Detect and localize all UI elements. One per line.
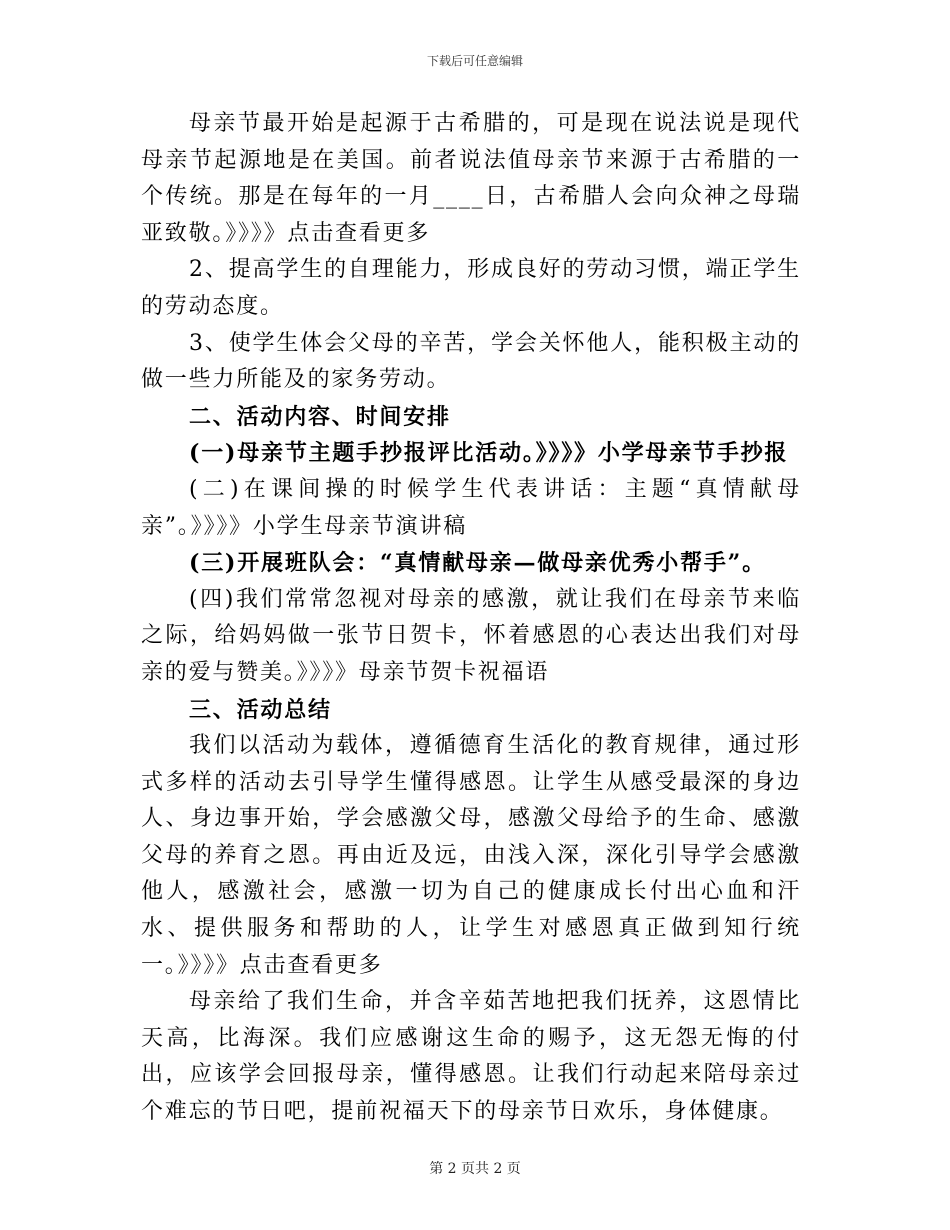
- paragraph-summary: 我们以活动为载体，遵循德育生活化的教育规律，通过形式多样的活动去引导学生懂得感恩。让学生从感受最深的身边人、身边事开始，学会感激父母，感激父母给予的生命、感激父母的养育之恩。再由近及远，由浅入深，深化引导学会感激他人，感激社会，感激一切为自己的健康成长付出心血和汗水、提供服务和帮助的人，让学生对感恩真正做到知行统一。》》》》点击查看更多: [141, 733, 801, 978]
- document-body: [141, 106, 801, 1131]
- activity-item-4: (四)我们常常忽视对母亲的感激，就让我们在母亲节来临之际，给妈妈做一张节日贺卡，怀着感恩的心表达出我们对母亲的爱与赞美。》》》》母亲节贺卡祝福语: [141, 586, 801, 685]
- page-header: 下载后可任意编辑: [426, 54, 523, 68]
- activity-item-3: (三)开展班队会：“真情献母亲—做母亲优秀小帮手”。: [189, 550, 766, 577]
- section-heading-summary: 三、活动总结: [189, 696, 332, 723]
- paragraph-goal-3: 3、使学生体会父母的辛苦，学会关怀他人，能积极主动的做一些力所能及的家务劳动。: [141, 330, 801, 393]
- activity-item-1: (一)母亲节主题手抄报评比活动。》》》》小学母亲节手抄报: [189, 440, 789, 467]
- activity-item-2: (二)在课间操的时候学生代表讲话：主题“真情献母亲”。》》》》小学生母亲节演讲稿: [141, 476, 801, 539]
- page-footer: 第 2 页共 2 页: [429, 1161, 521, 1177]
- paragraph-origin: 母亲节最开始是起源于古希腊的，可是现在说法说是现代母亲节起源地是在美国。前者说法值母亲节来源于古希腊的一个传统。那是在每年的一月____日，古希腊人会向众神之母瑞亚致敬。》》》》点击查看更多: [141, 111, 801, 246]
- paragraph-closing: 母亲给了我们生命，并含辛茹苦地把我们抚养，这恩情比天高，比海深。我们应感谢这生命的赐予，这无怨无悔的付出，应该学会回报母亲，懂得感恩。让我们行动起来陪母亲过个难忘的节日吧，提前祝福天下的母亲节日欢乐，身体健康。: [141, 989, 801, 1125]
- paragraph-goal-2: 2、提高学生的自理能力，形成良好的劳动习惯，端正学生的劳动态度。: [141, 257, 801, 319]
- section-heading-activities: 二、活动内容、时间安排: [189, 403, 451, 430]
